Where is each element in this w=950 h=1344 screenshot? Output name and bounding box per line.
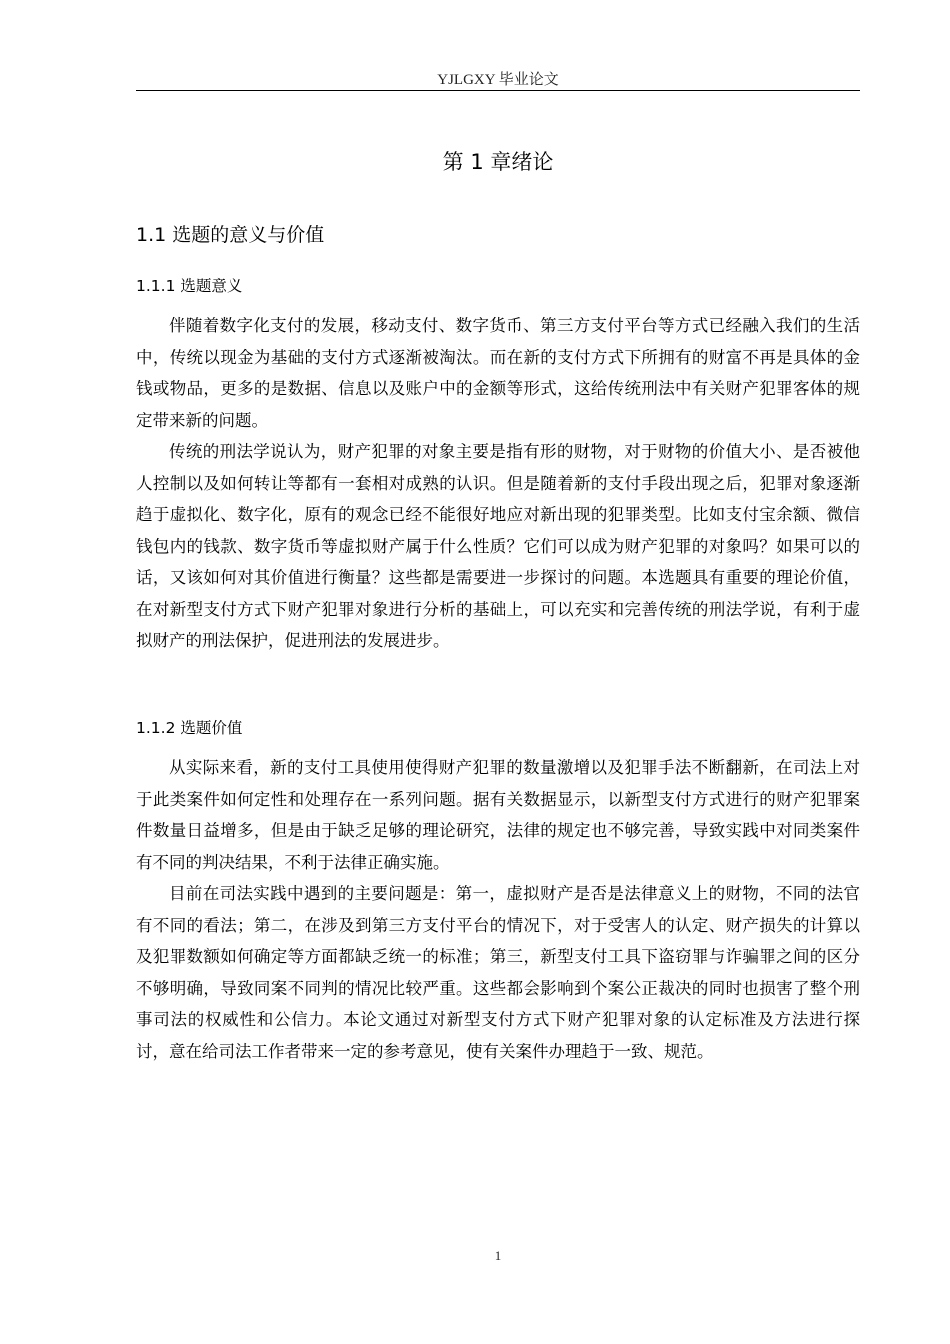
header-rule (136, 90, 860, 91)
subsection-body-2 (136, 752, 860, 1067)
paragraph: 从实际来看，新的支付工具使用使得财产犯罪的数量激增以及犯罪手法不断翻新，在司法上对于此类案件如何定性和处理存在一系列问题。据有关数据显示，以新型支付方式进行的财产犯罪案件数量日益增多，但是由于缺乏足够的理论研究，法律的规定也不够完善，导致实践中对同类案件有不同的判决结果，不利于法律正确实施。 (136, 758, 860, 872)
running-header: YJLGXY 毕业论文 (437, 72, 559, 88)
subsection-title-2: 1.1.2 选题价值 (136, 719, 243, 737)
section-title: 1.1 选题的意义与价值 (136, 224, 325, 246)
subsection-title-1: 1.1.1 选题意义 (136, 277, 243, 295)
page-number: 1 (494, 1248, 502, 1263)
paragraph: 传统的刑法学说认为，财产犯罪的对象主要是指有形的财物，对于财物的价值大小、是否被他人控制以及如何转让等都有一套相对成熟的认识。但是随着新的支付手段出现之后，犯罪对象逐渐趋于虚拟化、数字化，原有的观念已经不能很好地应对新出现的犯罪类型。比如支付宝余额、微信钱包内的钱款、数字货币等虚拟财产属于什么性质？它们可以成为财产犯罪的对象吗？如果可以的话，又该如何对其价值进行衡量？这些都是需要进一步探讨的问题。本选题具有重要的理论价值，在对新型支付方式下财产犯罪对象进行分析的基础上，可以充实和完善传统的刑法学说，有利于虚拟财产的刑法保护，促进刑法的发展进步。 (136, 442, 860, 650)
paragraph: 目前在司法实践中遇到的主要问题是：第一，虚拟财产是否是法律意义上的财物，不同的法官有不同的看法；第二，在涉及到第三方支付平台的情况下，对于受害人的认定、财产损失的计算以及犯罪数额如何确定等方面都缺乏统一的标准；第三，新型支付工具下盗窃罪与诈骗罪之间的区分不够明确，导致同案不同判的情况比较严重。这些都会影响到个案公正裁决的同时也损害了整个刑事司法的权威性和公信力。本论文通过对新型支付方式下财产犯罪对象的认定标准及方法进行探讨，意在给司法工作者带来一定的参考意见，使有关案件办理趋于一致、规范。 (136, 884, 860, 1061)
paragraph: 伴随着数字化支付的发展，移动支付、数字货币、第三方支付平台等方式已经融入我们的生活中，传统以现金为基础的支付方式逐渐被淘汰。而在新的支付方式下所拥有的财富不再是具体的金钱或物品，更多的是数据、信息以及账户中的金额等形式，这给传统刑法中有关财产犯罪客体的规定带来新的问题。 (136, 316, 860, 430)
chapter-title: 第 1 章绪论 (442, 150, 554, 174)
subsection-body-1 (136, 310, 860, 657)
